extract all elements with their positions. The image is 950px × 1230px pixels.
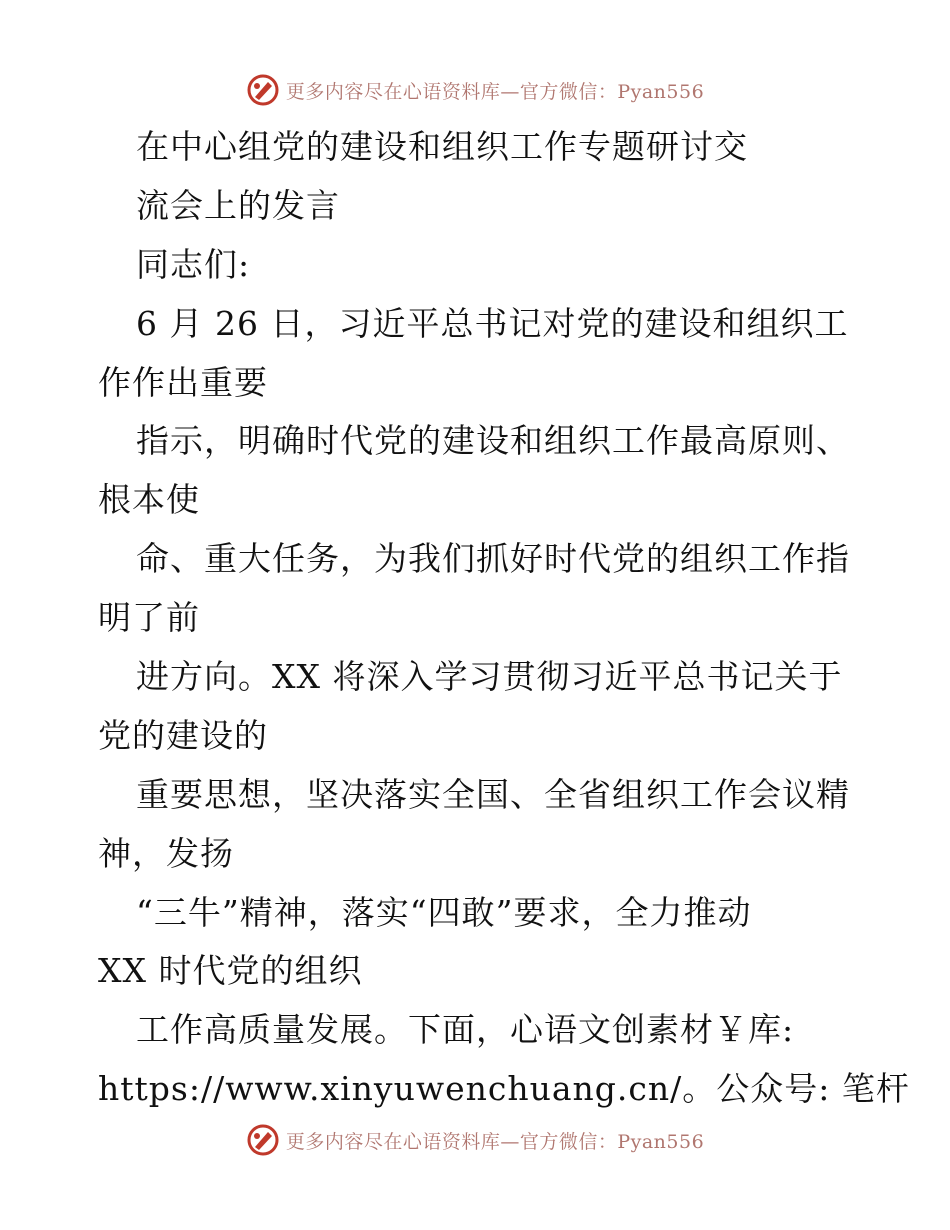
title-line: 在中心组党的建设和组织工作专题研讨交 [136,127,748,166]
body-line: 6 月 26 日，习近平总书记对党的建设和组织工 [136,303,849,343]
body-line: https://www.xinyuwenchuang.cn/。公众号: 笔杆 [98,1069,910,1109]
logo-icon [246,73,280,107]
body-line: 重要思想，坚决落实全国、全省组织工作会议精 [136,774,850,814]
body-line: 根本使 [98,480,200,520]
body-line: XX 时代党的组织 [98,951,363,991]
body-line: 党的建设的 [98,715,268,755]
title-line: 流会上的发言 [136,185,340,225]
watermark-text: 更多内容尽在心语资料库—官方微信：Pyan556 [285,1130,705,1153]
body-line: 作作出重要 [98,362,268,402]
body-line: 工作高质量发展。下面，心语文创素材￥库: [136,1010,795,1050]
body-paragraph [98,295,910,1119]
body-line: 命、重大任务，为我们抓好时代党的组织工作指 [136,539,850,579]
logo-icon [246,1123,280,1157]
body-line: 神，发扬 [98,833,234,873]
body-line: 指示，明确时代党的建设和组织工作最高原则、 [136,421,850,461]
salutation: 同志们: [136,244,251,284]
watermark-text: 更多内容尽在心语资料库—官方微信：Pyan556 [285,80,705,103]
watermark-header [0,70,950,110]
body-line: 明了前 [98,598,200,638]
document-body [98,118,910,1119]
body-line: 进方向。XX 将深入学习贯彻习近平总书记关于 [136,657,843,697]
body-line: “三牛”精神，落实“四敢”要求，全力推动 [136,892,752,932]
watermark-footer [0,1120,950,1160]
